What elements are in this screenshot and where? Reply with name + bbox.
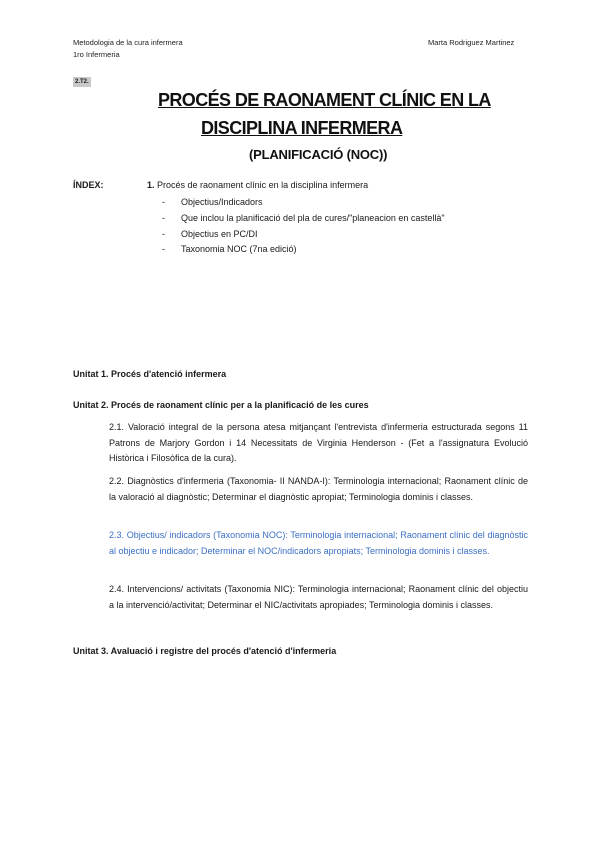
header-course: Metodologia de la cura infermera [73, 38, 183, 47]
paragraph-2-3: 2.3. Objectius/ indicadors (Taxonomia NOC): Terminologia internacional; Raonament clínic del diagnòstic al objectiu e indicador; Determinar el NOC/indicadors apropiats; Terminologia dominis i classes. [109, 530, 528, 556]
index-label: ÍNDEX: [73, 180, 104, 190]
unit-1-heading: Unitat 1. Procés d'atenció infermera [73, 369, 227, 379]
paragraph-2-4: 2.4. Intervencions/ activitats (Taxonomia NIC): Terminologia internacional; Raonament clínic del objectiu a la intervenció/activitat; Determinar el NIC/activitats apropiades; Terminologia dominis i classes. [109, 584, 528, 610]
index-first-item-text: Procés de raonament clínic en la disciplina infermera [157, 180, 369, 190]
title-line-2: DISCIPLINA INFERMERA [201, 118, 403, 138]
header-year: 1ro Infermeria [73, 50, 120, 59]
unit-3-heading: Unitat 3. Avaluació i registre del procés d'atenció d'infermeria [73, 646, 337, 656]
unit-2-heading: Unitat 2. Procés de raonament clínic per a la planificació de les cures [73, 400, 369, 410]
index-number: 1. [147, 180, 155, 190]
page-subtitle: (PLANIFICACIÓ (NOC)) [249, 147, 388, 162]
section-tag: 2.T2. [75, 79, 89, 85]
header-author: Marta Rodriguez Martinez [428, 38, 515, 47]
title-line-1: PROCÉS DE RAONAMENT CLÍNIC EN LA [158, 90, 491, 110]
paragraph-2-1: 2.1. Valoració integral de la persona atesa mitjançant l'entrevista d'infermeria estructurada segons 11 Patrons de Marjory Gordon i 14 Necessitats de Virginia Henderson - (Fet a l'assignatura Evolució Històrica i Filosòfica de la cura). [109, 422, 528, 463]
index-first-item [147, 180, 368, 190]
paragraph-2-2: 2.2. Diagnòstics d'infermeria (Taxonomia- II NANDA-I): Terminologia internacional; Raonament clínic de la valoració al diagnòstic; Determinar el diagnòstic apropiat; Terminologia dominis i classes. [109, 476, 528, 502]
